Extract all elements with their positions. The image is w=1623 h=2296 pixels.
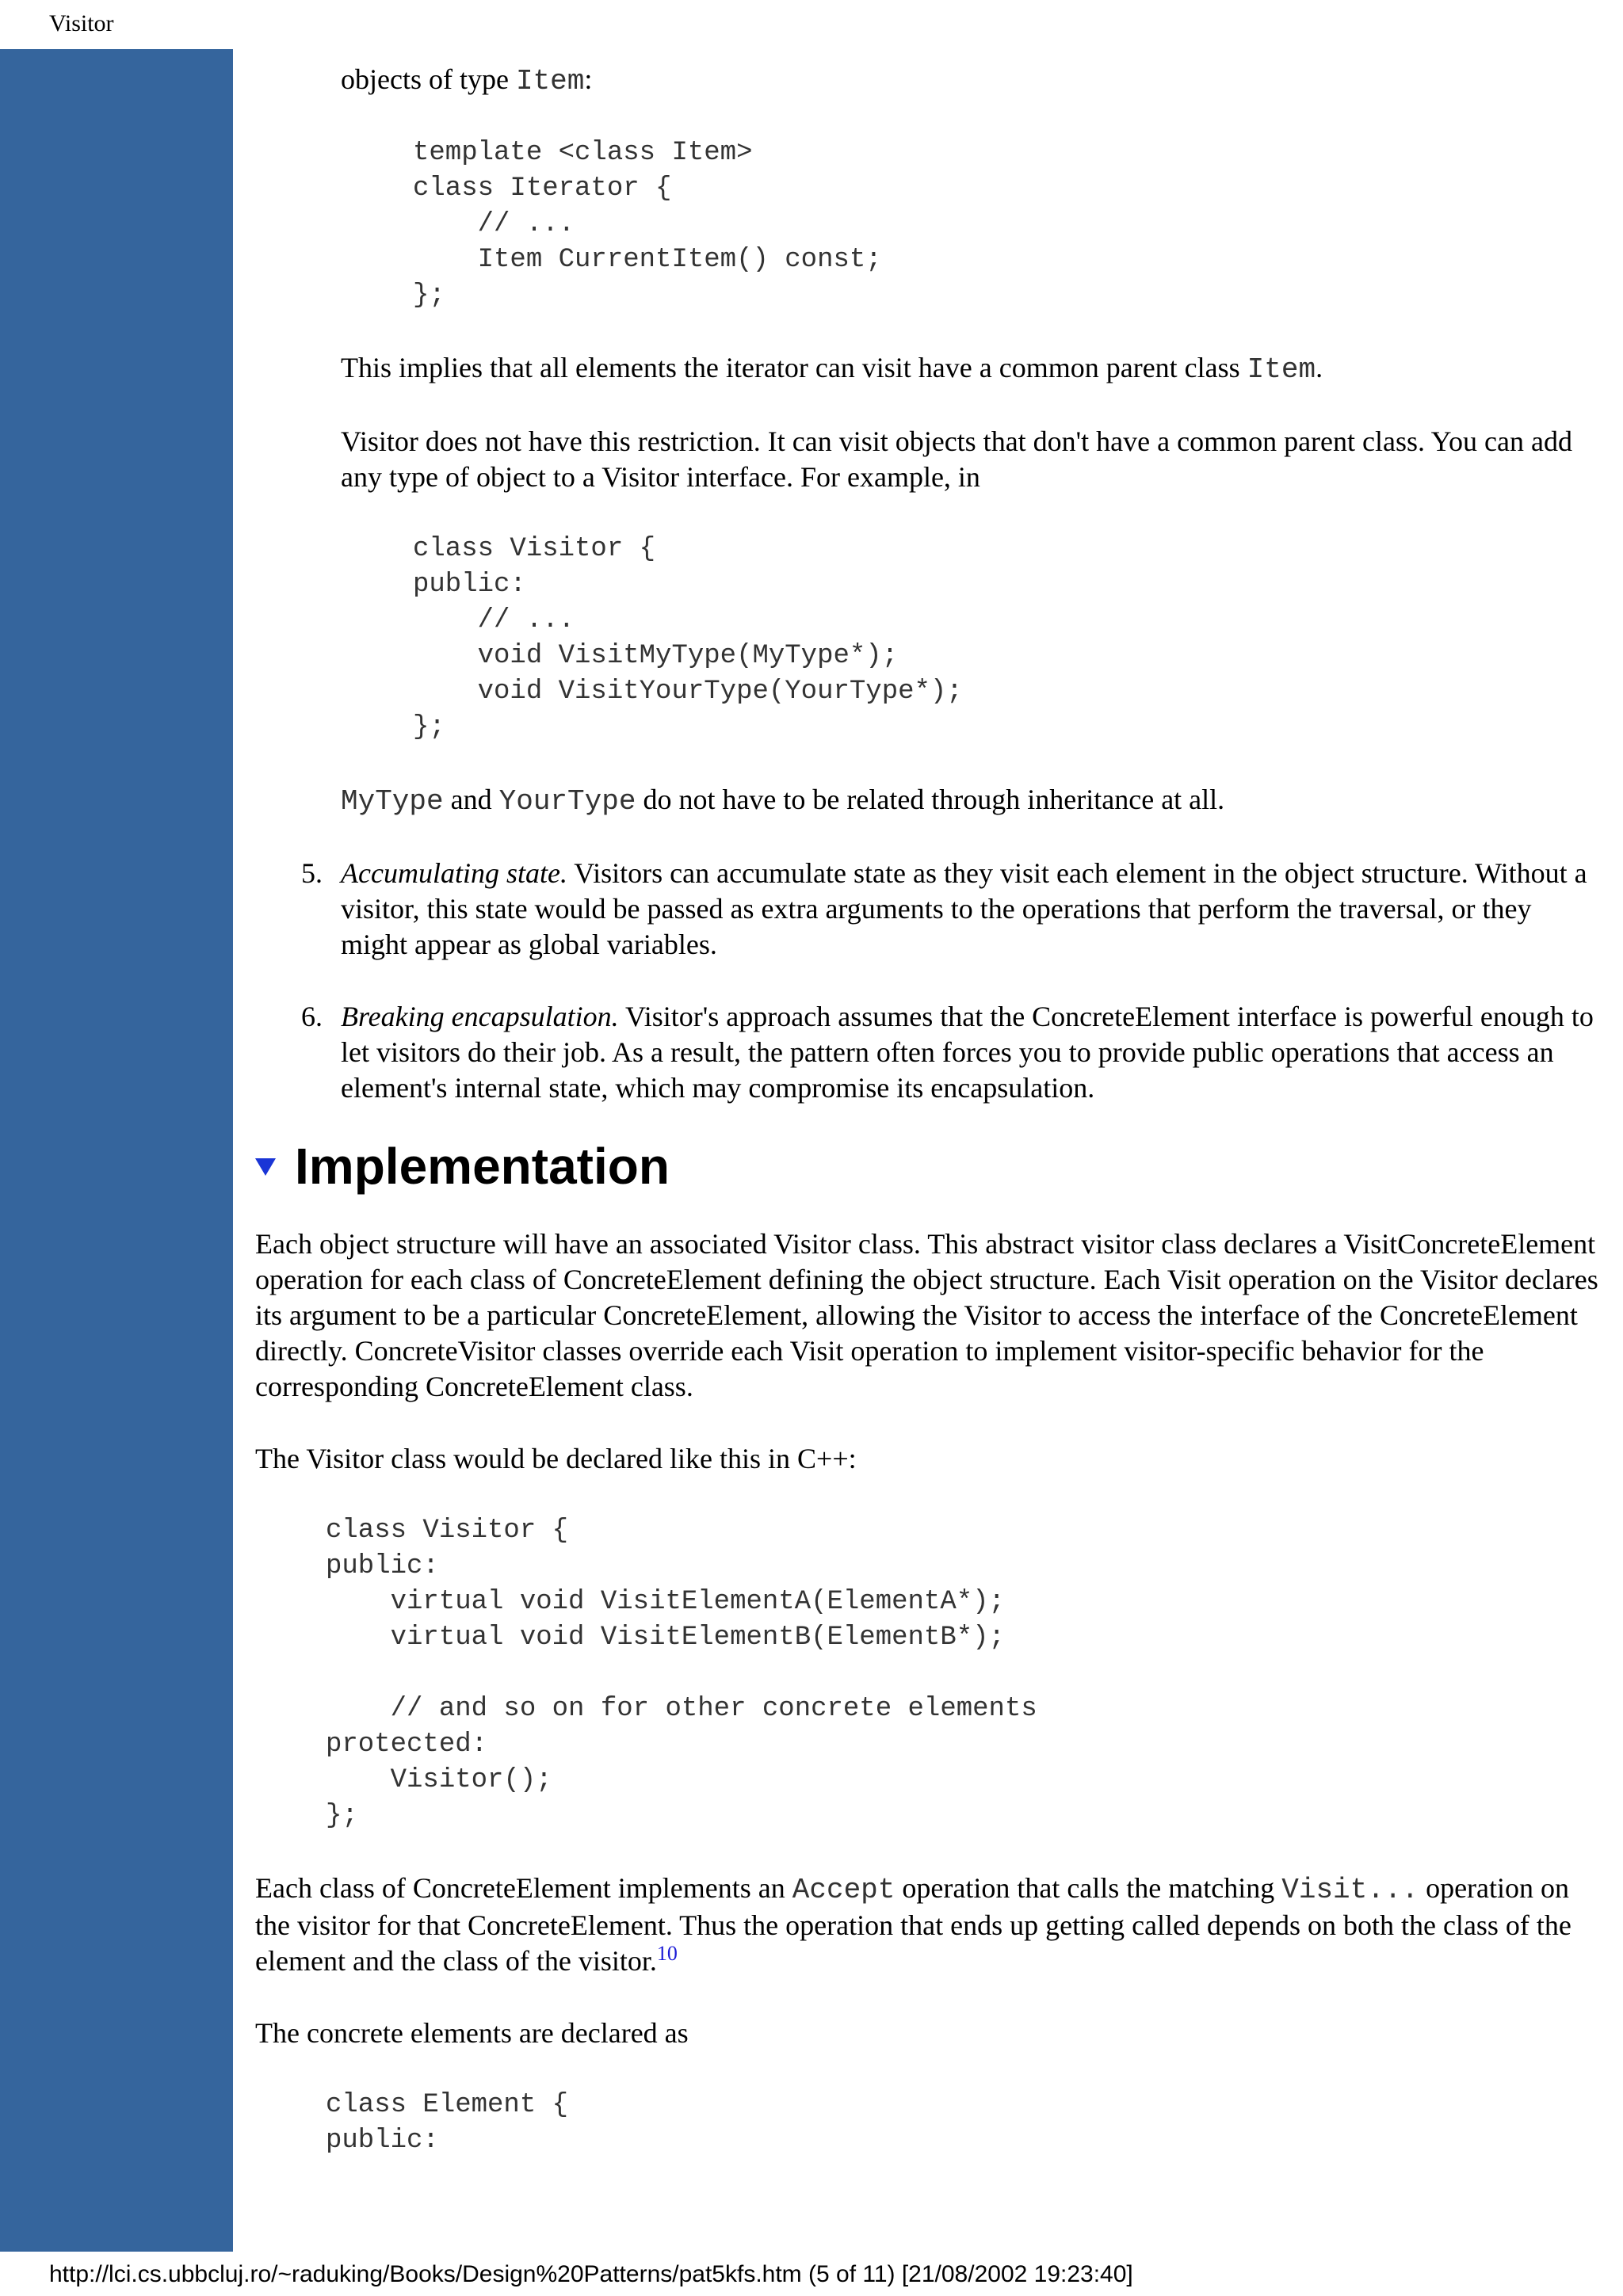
text: operation that calls the matching xyxy=(895,1872,1282,1904)
list-item-text: Visitor's approach assumes that the ConcreteElement interface is powerful enough to let visitors do their job. As a result, the pattern often forces you to provide public operations that access an element's internal state, which may compromise its encapsulation. xyxy=(341,1001,1594,1104)
inline-code: Item xyxy=(1247,353,1316,386)
text: Each class of ConcreteElement implements an xyxy=(255,1872,792,1904)
inline-code: MyType xyxy=(341,785,444,818)
code-block-visitor-class: class Visitor { public: virtual void VisitElementA(ElementA*); virtual void VisitElementB(ElementB*); // and so on for other concrete elements protected: Visitor(); }; xyxy=(326,1516,1037,1831)
heading-text: Implementation xyxy=(295,1138,670,1195)
list-item-number: 6. xyxy=(301,1001,323,1032)
text: and xyxy=(443,784,499,815)
list-item-title: Breaking encapsulation. xyxy=(341,1001,619,1032)
page-header-title: Visitor xyxy=(49,10,114,36)
code-block-element: class Element { public: xyxy=(326,2090,569,2156)
section-heading-implementation xyxy=(255,1135,1602,1198)
inline-code: Visit... xyxy=(1281,1874,1419,1906)
text: objects of type xyxy=(341,63,516,95)
text: . xyxy=(1316,352,1323,383)
paragraph-implies xyxy=(341,350,1602,387)
consequences-continued xyxy=(341,62,1602,819)
inline-code: YourType xyxy=(498,785,636,818)
text: : xyxy=(584,63,593,95)
list-item-text: Visitors can accumulate state as they visit each element in the object structure. Without a visitor, this state would be passed as extra arguments to the operations that perform the traversal, or they might appear as global variables. xyxy=(341,857,1587,960)
paragraph-implementation-intro: Each object structure will have an associated Visitor class. This abstract visitor class declares a VisitConcreteElement operation for each class of ConcreteElement defining the object structure. Each Visit operation on the Visitor declares its argument to be a particular ConcreteElement, allowing the Visitor to access the interface of the ConcreteElement directly. ConcreteVisitor classes override each Visit operation to implement visitor-specific behavior for the corresponding ConcreteElement class. xyxy=(255,1228,1598,1402)
page-footer-url: http://lci.cs.ubbcluj.ro/~raduking/Books/Design%20Patterns/pat5kfs.htm (5 of 11) [21/08/2002 19:23:40] xyxy=(49,2261,1133,2287)
paragraph-item-type xyxy=(341,62,1602,99)
code-block-iterator: template <class Item> class Iterator { // ... Item CurrentItem() const; }; xyxy=(413,138,882,311)
footnote-link[interactable]: 10 xyxy=(656,1942,678,1965)
paragraph-cpp-declare: The Visitor class would be declared like this in C++: xyxy=(255,1443,857,1474)
sidebar-panel xyxy=(0,49,233,2252)
paragraph-types xyxy=(341,782,1602,819)
inline-code: Accept xyxy=(792,1874,896,1906)
paragraph-accept xyxy=(255,1871,1602,1979)
text: This implies that all elements the iterator can visit have a common parent class xyxy=(341,352,1247,383)
paragraph-concrete-elements: The concrete elements are declared as xyxy=(255,2017,689,2049)
inline-code: Item xyxy=(515,65,585,97)
main-content xyxy=(255,62,1602,2159)
list-item-title: Accumulating state. xyxy=(341,857,567,889)
list-item xyxy=(301,999,1602,1106)
text: operation on the visitor for that ConcreteElement. Thus the operation that ends up getting called depends on both the class of the element and the class of the visitor. xyxy=(255,1872,1571,1977)
paragraph-restriction: Visitor does not have this restriction. It can visit objects that don't have a common parent class. You can add any type of object to a Visitor interface. For example, in xyxy=(341,425,1572,493)
consequences-list xyxy=(255,856,1602,1106)
list-item xyxy=(301,856,1602,963)
list-item-number: 5. xyxy=(301,857,323,889)
text: do not have to be related through inheritance at all. xyxy=(636,784,1225,815)
code-block-visitor: class Visitor { public: // ... void VisitMyType(MyType*); void VisitYourType(YourType*); }; xyxy=(413,534,963,742)
triangle-down-icon[interactable] xyxy=(255,1158,276,1176)
